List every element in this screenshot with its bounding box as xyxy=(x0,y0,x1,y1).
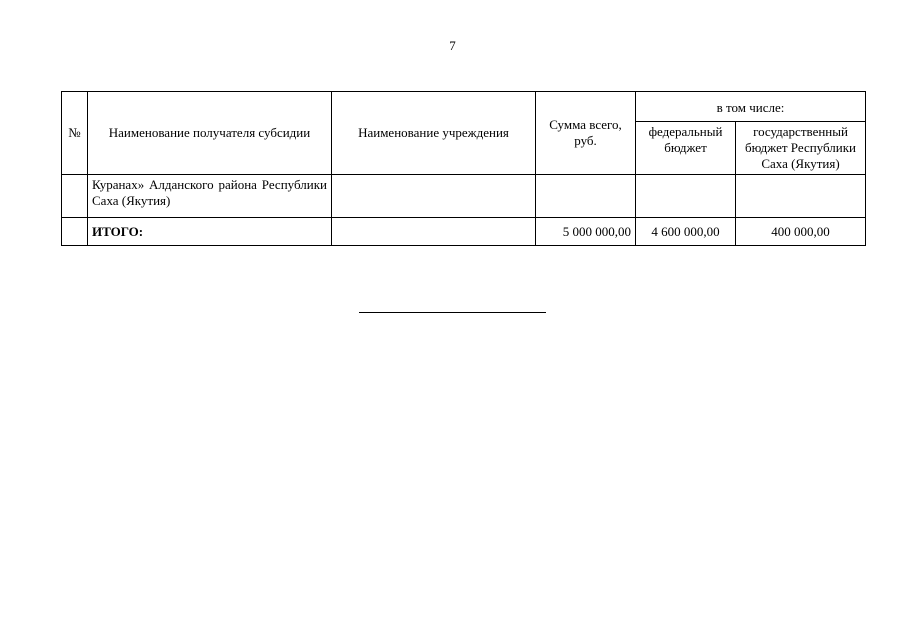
table-row xyxy=(62,175,866,218)
totals-federal: 4 600 000,00 xyxy=(636,218,736,246)
cell-total xyxy=(536,175,636,218)
cell-federal xyxy=(636,175,736,218)
totals-state: 400 000,00 xyxy=(736,218,866,246)
header-federal: федеральный бюджет xyxy=(636,122,736,175)
closing-divider xyxy=(359,312,546,313)
subsidy-table xyxy=(61,91,866,246)
header-total: Сумма всего, руб. xyxy=(536,92,636,175)
totals-label: ИТОГО: xyxy=(88,218,332,246)
totals-row xyxy=(62,218,866,246)
cell-num xyxy=(62,175,88,218)
header-state: государственный бюджет Республики Саха (Якутия) xyxy=(736,122,866,175)
cell-recipient: Куранах» Алданского района Республики Саха (Якутия) xyxy=(88,175,332,218)
page-number: 7 xyxy=(449,38,456,53)
header-num: № xyxy=(62,92,88,175)
header-including: в том числе: xyxy=(636,92,866,122)
totals-institution xyxy=(332,218,536,246)
header-row-top xyxy=(62,92,866,122)
totals-total: 5 000 000,00 xyxy=(536,218,636,246)
cell-state xyxy=(736,175,866,218)
totals-num xyxy=(62,218,88,246)
header-institution: Наименование учреждения xyxy=(332,92,536,175)
header-recipient: Наименование получателя субсидии xyxy=(88,92,332,175)
cell-institution xyxy=(332,175,536,218)
